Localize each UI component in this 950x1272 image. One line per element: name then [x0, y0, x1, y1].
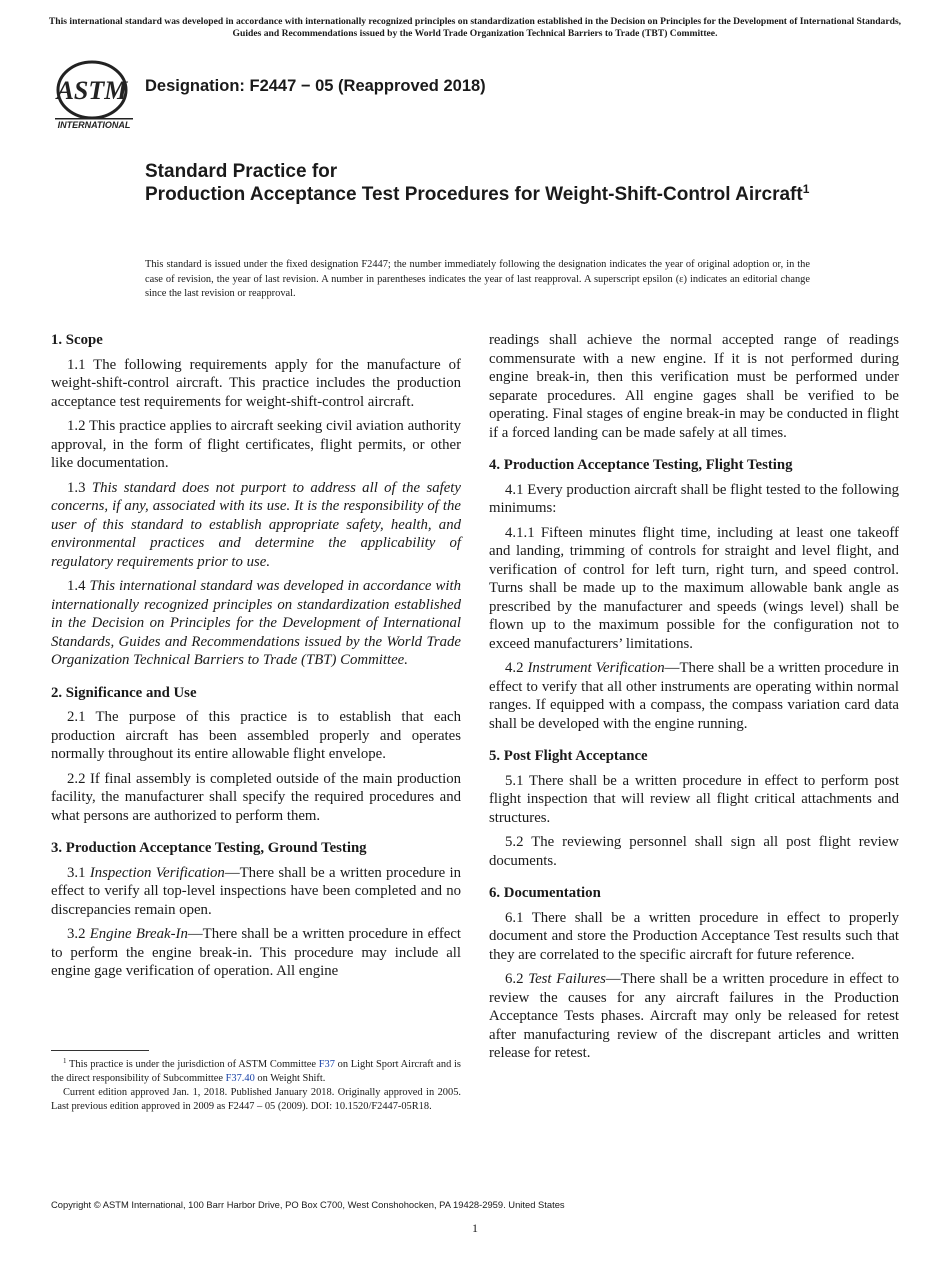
- footnote-divider: [51, 1050, 149, 1051]
- title-pre: Standard Practice for: [145, 161, 338, 182]
- astm-logo: [53, 57, 135, 131]
- paragraph-6-2: [489, 970, 899, 1063]
- footnote-edition: Current edition approved Jan. 1, 2018. Published January 2018. Originally approved in 2005. Last previous edition approved in 2009 as F2447 – 05 (2009). DOI: 10.1520/F2447-05R18.: [51, 1087, 461, 1112]
- paragraph-1-1: 1.1 The following requirements apply for the manufacture of weight-shift-control aircraft. This practice includes the production acceptance test requirements for weight-shift-control aircraft.: [51, 356, 461, 410]
- paragraph-3-2-text: —There shall be a written procedure in effect to perform the engine break-in. This procedure may include all engine gage verification of operation. All engine: [51, 926, 461, 979]
- footnote-text: on Light Sport Aircraft and is the direct responsibility of Subcommittee: [51, 1059, 461, 1084]
- paragraph-4-1: 4.1 Every production aircraft shall be flight tested to the following minimums:: [489, 481, 899, 516]
- footnote-text: This practice is under the jurisdiction of ASTM Committee: [69, 1059, 316, 1070]
- footnote-jurisdiction: [51, 1058, 461, 1086]
- copyright: Copyright © ASTM International, 100 Barr Harbor Drive, PO Box C700, West Conshohocken, PA 19428-2959. United States: [51, 1199, 565, 1210]
- paragraph-number: 3.1: [67, 864, 86, 881]
- paragraph-1-2: 1.2 This practice applies to aircraft seeking civil aviation authority approval, in the form of flight certificates, flight permits, or other like documentation.: [51, 418, 461, 471]
- left-column: [51, 331, 461, 987]
- paragraph-5-1: 5.1 There shall be a written procedure in effect to perform post flight inspection that will review all flight critical attachments and structures.: [489, 772, 899, 826]
- section-heading-documentation: 6. Documentation: [489, 885, 601, 901]
- page-number: 1: [472, 1221, 478, 1235]
- footnote-mark: 1: [63, 1057, 67, 1065]
- paragraph-1-3-text: This standard does not purport to address all of the safety concerns, if any, associated with its use. It is the responsibility of the user of this standard to establish appropriate safety, health, and environmental practices and determine the applicability of regulatory requirements prior to use.: [51, 479, 461, 570]
- title-footnote-mark: 1: [802, 182, 810, 196]
- term-engine-break-in: Engine Break-In: [89, 926, 188, 942]
- section-heading-flight-testing: 4. Production Acceptance Testing, Flight Testing: [489, 457, 793, 473]
- paragraph-4-2: [489, 659, 899, 733]
- designation: Designation: F2447 − 05 (Reapproved 2018): [145, 77, 486, 95]
- paragraph-3-1-text: —There shall be a written procedure in effect to verify all top-level inspections have been completed and no discrepancies remain open.: [51, 864, 462, 918]
- footnote-text: on Weight Shift.: [257, 1073, 326, 1084]
- paragraph-number: 4.2: [505, 660, 524, 676]
- section-heading-significance: 2. Significance and Use: [51, 684, 197, 701]
- title-main: [145, 183, 845, 207]
- paragraph-number: 3.2: [67, 926, 86, 942]
- paragraph-4-2-text: —There shall be a written procedure in effect to verify that all other instruments are operating within normal ranges. If equipped with a compass, the compass variation card data shall be developed with the engine running.: [489, 660, 899, 732]
- paragraph-number: 1.4: [67, 578, 86, 594]
- paragraph-1-3: [51, 479, 461, 572]
- issued-note: This standard is issued under the fixed designation F2447; the number immediately following the designation indicates the year of original adoption or, in the case of revision, the year of last revision. A number in parentheses indicates the year of last reapproval. A superscript epsilon (ε) indicates an editorial change since the last revision or reapproval.: [145, 259, 810, 299]
- paragraph-2-2: 2.2 If final assembly is completed outside of the main production facility, the manufacturer shall specify the required procedures and what persons are authorized to perform them.: [51, 770, 461, 824]
- section-heading-post-flight: 5. Post Flight Acceptance: [489, 748, 648, 764]
- title-main-text: Production Acceptance Test Procedures for Weight-Shift-Control Aircraft: [145, 184, 803, 205]
- term-test-failures: Test Failures: [528, 971, 606, 987]
- subcommittee-link[interactable]: F37.40: [225, 1073, 255, 1084]
- paragraph-3-2-continued: readings shall achieve the normal accepted range of readings commensurate with a new engine. If it is not performed during engine break-in, then this verification must be performed under separate procedures. All engine gages shall be verified to be operating. Final stages of engine break-in may be conducted in flight if a forced landing can be made safely at all times.: [489, 332, 899, 441]
- committee-link[interactable]: F37: [318, 1059, 335, 1070]
- logo-subtext: INTERNATIONAL: [57, 120, 131, 130]
- paragraph-4-1-1: 4.1.1 Fifteen minutes flight time, including at least one takeoff and landing, trimming of controls for straight and level flight, and verification of control for left turn, right turn, and speed control. Turns shall be made up to the maximum allowable bank angle as prescribed by the manufacturer and speeds (wings level) shall be flown up to the maximum possible for the configuration not to exceed manufacturers’ limitations.: [489, 524, 899, 652]
- paragraph-3-2: [51, 925, 461, 981]
- term-inspection-verification: Inspection Verification: [89, 864, 225, 881]
- paragraph-1-4: [51, 577, 461, 670]
- paragraph-6-2-text: —There shall be a written procedure in effect to review the causes for any aircraft failures in the Production Acceptance Tests phases. Aircraft may only be released for retest after manufacturing review of the discrepant articles and written release for retest.: [489, 971, 899, 1061]
- term-instrument-verification: Instrument Verification: [527, 660, 665, 676]
- paragraph-number: 6.2: [505, 971, 524, 987]
- paragraph-number: 1.3: [67, 479, 86, 496]
- paragraph-5-2: 5.2 The reviewing personnel shall sign all post flight review documents.: [489, 834, 899, 869]
- paragraph-6-1: 6.1 There shall be a written procedure in effect to properly document and store the Production Acceptance Test results such that they are correlated to the specific aircraft for future reference.: [489, 909, 899, 963]
- logo-text: ASTM: [56, 76, 128, 105]
- right-column: [489, 331, 899, 1069]
- top-notice: This international standard was developed in accordance with internationally recognized principles on standardization established in the Decision on Principles for the Development of International Standards, Guides and Recommendations issued by the World Trade Organization Technical Barriers to Trade (TBT) Committee.: [48, 16, 902, 39]
- section-heading-scope: 1. Scope: [51, 332, 103, 348]
- paragraph-2-1: 2.1 The purpose of this practice is to establish that each production aircraft has been assembled properly and operates normally throughout its entire allowable flight envelope.: [51, 709, 461, 762]
- paragraph-3-1: [51, 864, 461, 920]
- footnote: [51, 1058, 461, 1114]
- section-heading-ground-testing: 3. Production Acceptance Testing, Ground Testing: [51, 840, 367, 856]
- title-block: [145, 160, 845, 207]
- paragraph-1-4-text: This international standard was developed in accordance with internationally recognized principles on standardization established in the Decision on Principles for the Development of International Standards, Guides and Recommendations issued by the World Trade Organization Technical Barriers to Trade (TBT) Committee.: [51, 578, 461, 668]
